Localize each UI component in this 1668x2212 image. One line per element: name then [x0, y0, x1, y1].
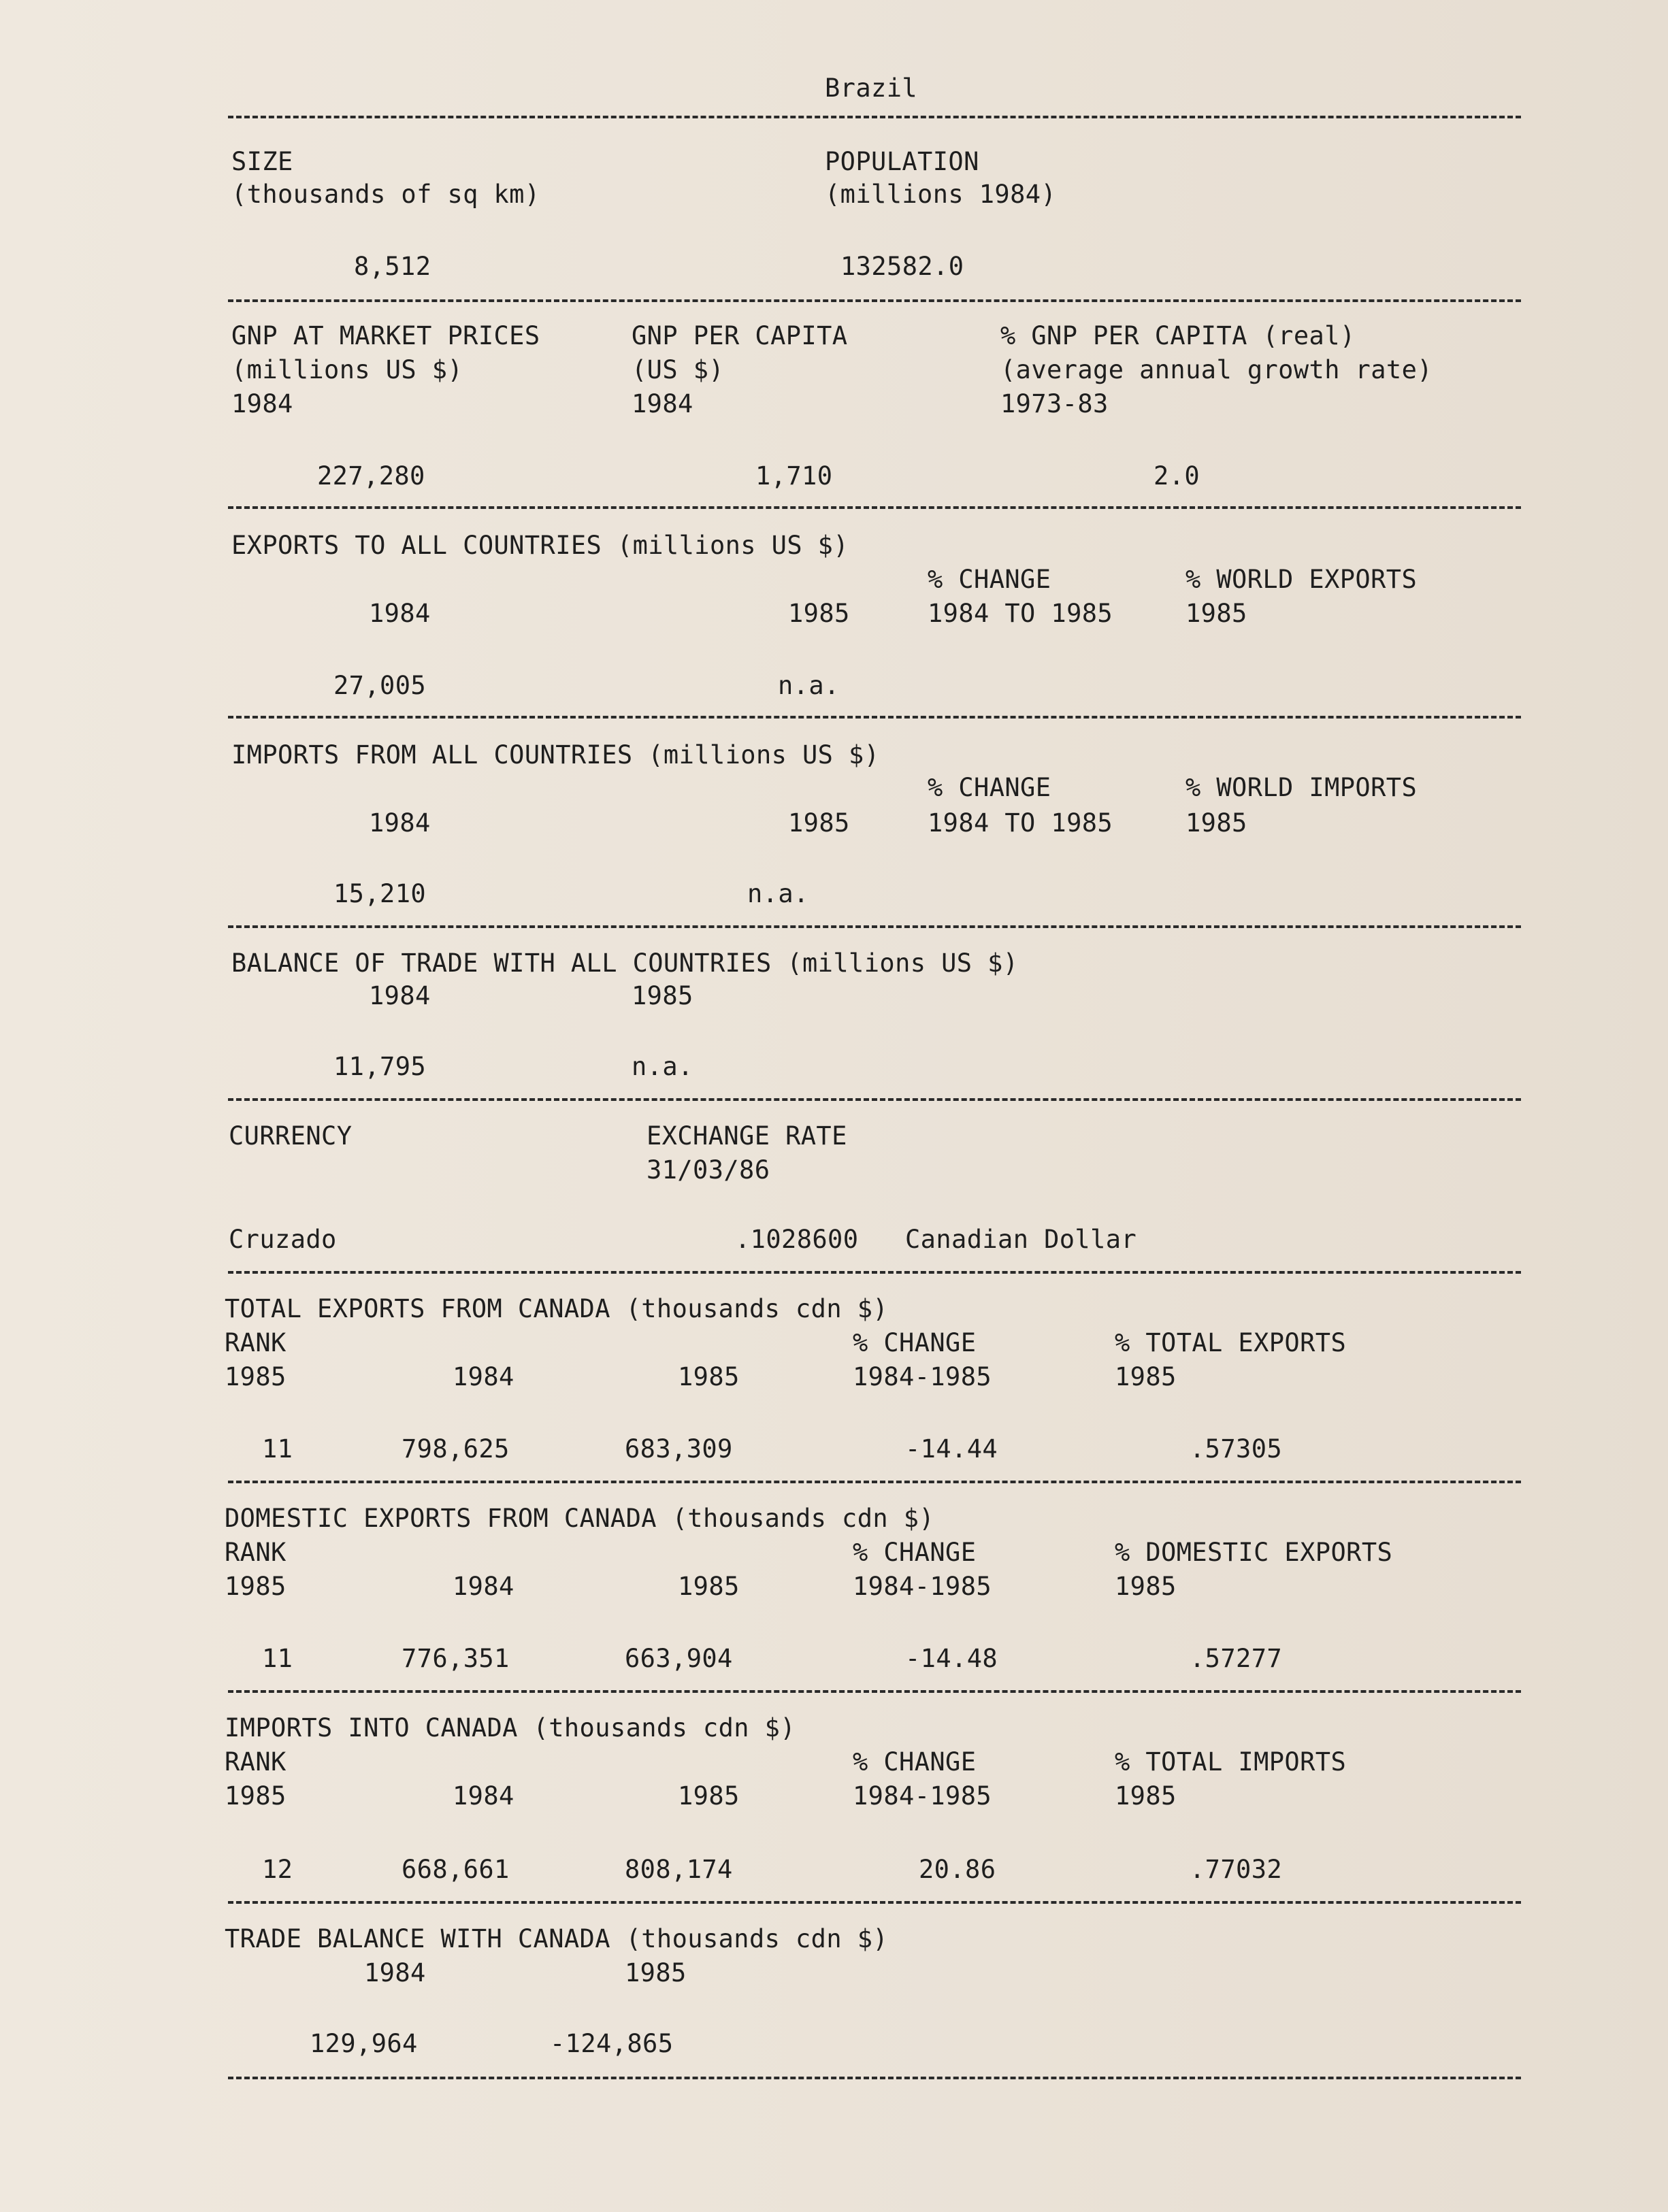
population-unit: (millions 1984) — [825, 180, 1057, 209]
domestic-exports-change-label: % CHANGE — [853, 1538, 977, 1567]
imports-canada-share: .77032 — [1190, 1855, 1283, 1884]
total-exports-change: -14.44 — [905, 1434, 998, 1464]
population-value: 132582.0 — [840, 252, 964, 281]
exports-all-year2: 1985 — [788, 599, 850, 628]
imports-canada-change-label: % CHANGE — [853, 1747, 977, 1777]
total-exports-rank-year: 1985 — [225, 1362, 287, 1391]
separator — [228, 1481, 1521, 1483]
trade-balance-canada-value1: 129,964 — [310, 2029, 418, 2058]
domestic-exports-share-label: % DOMESTIC EXPORTS — [1115, 1538, 1393, 1567]
total-exports-change-label: % CHANGE — [853, 1328, 977, 1357]
separator — [228, 299, 1521, 302]
currency-name: Cruzado — [229, 1225, 337, 1254]
domestic-exports-rank-year: 1985 — [225, 1572, 287, 1601]
separator — [228, 1271, 1521, 1274]
gnp-market-value: 227,280 — [317, 461, 425, 491]
total-exports-value2: 683,309 — [625, 1434, 733, 1464]
domestic-exports-share: .57277 — [1190, 1644, 1283, 1673]
total-exports-year1: 1984 — [453, 1362, 514, 1391]
balance-all-value1: 11,795 — [333, 1052, 427, 1081]
gnp-growth-period: 1973-83 — [1000, 389, 1109, 418]
exports-all-change-label: % CHANGE — [928, 565, 1051, 594]
total-exports-value1: 798,625 — [402, 1434, 510, 1464]
exports-all-change-range: 1984 TO 1985 — [928, 599, 1113, 628]
imports-all-world-year: 1985 — [1185, 808, 1247, 838]
imports-canada-change: 20.86 — [919, 1855, 996, 1884]
separator — [228, 2077, 1521, 2079]
exports-all-year1: 1984 — [369, 599, 431, 628]
imports-all-year2: 1985 — [788, 808, 850, 838]
gnp-market-unit: (millions US $) — [231, 355, 463, 384]
domestic-exports-rank-label: RANK — [225, 1538, 287, 1567]
imports-all-value1: 15,210 — [333, 879, 427, 908]
exports-all-world-label: % WORLD EXPORTS — [1185, 565, 1418, 594]
total-exports-rank: 11 — [262, 1434, 293, 1464]
imports-canada-year2: 1985 — [678, 1781, 740, 1811]
population-label: POPULATION — [825, 147, 979, 176]
total-exports-share-label: % TOTAL EXPORTS — [1115, 1328, 1347, 1357]
domestic-exports-title: DOMESTIC EXPORTS FROM CANADA (thousands cdn $) — [225, 1504, 935, 1533]
balance-all-value2: n.a. — [632, 1052, 693, 1081]
imports-all-change-label: % CHANGE — [928, 773, 1051, 802]
exports-all-value1: 27,005 — [333, 671, 427, 700]
gnp-growth-value: 2.0 — [1154, 461, 1200, 491]
imports-all-title: IMPORTS FROM ALL COUNTRIES (millions US $) — [231, 740, 880, 770]
separator — [228, 116, 1521, 118]
imports-canada-title: IMPORTS INTO CANADA (thousands cdn $) — [225, 1713, 796, 1743]
exchange-rate-value: .1028600 — [735, 1225, 859, 1254]
total-exports-change-range: 1984-1985 — [853, 1362, 992, 1391]
exports-all-value2: n.a. — [778, 671, 840, 700]
exchange-rate-unit: Canadian Dollar — [905, 1225, 1137, 1254]
gnp-market-year: 1984 — [231, 389, 293, 418]
size-label: SIZE — [231, 147, 293, 176]
imports-canada-value2: 808,174 — [625, 1855, 733, 1884]
gnp-market-label: GNP AT MARKET PRICES — [231, 321, 540, 350]
exports-all-world-year: 1985 — [1185, 599, 1247, 628]
imports-canada-year1: 1984 — [453, 1781, 514, 1811]
exchange-rate-date: 31/03/86 — [647, 1155, 770, 1185]
balance-all-title: BALANCE OF TRADE WITH ALL COUNTRIES (millions US $) — [231, 948, 1019, 978]
exports-all-title: EXPORTS TO ALL COUNTRIES (millions US $) — [231, 531, 849, 560]
trade-balance-canada-value2: -124,865 — [550, 2029, 674, 2058]
total-exports-year2: 1985 — [678, 1362, 740, 1391]
total-exports-rank-label: RANK — [225, 1328, 287, 1357]
separator — [228, 716, 1521, 719]
trade-balance-canada-title: TRADE BALANCE WITH CANADA (thousands cdn $) — [225, 1924, 889, 1953]
imports-all-change-range: 1984 TO 1985 — [928, 808, 1113, 838]
gnp-growth-unit: (average annual growth rate) — [1000, 355, 1433, 384]
domestic-exports-year1: 1984 — [453, 1572, 514, 1601]
gnp-capita-value: 1,710 — [755, 461, 833, 491]
imports-canada-rank-year: 1985 — [225, 1781, 287, 1811]
gnp-capita-label: GNP PER CAPITA — [632, 321, 848, 350]
imports-all-value2: n.a. — [747, 879, 809, 908]
domestic-exports-rank: 11 — [262, 1644, 293, 1673]
separator — [228, 506, 1521, 509]
total-exports-share-year: 1985 — [1115, 1362, 1177, 1391]
domestic-exports-change-range: 1984-1985 — [853, 1572, 992, 1601]
separator — [228, 1098, 1521, 1101]
page-title: Brazil — [825, 73, 918, 103]
imports-canada-share-year: 1985 — [1115, 1781, 1177, 1811]
gnp-growth-label: % GNP PER CAPITA (real) — [1000, 321, 1356, 350]
domestic-exports-value1: 776,351 — [402, 1644, 510, 1673]
separator — [228, 1901, 1521, 1904]
gnp-capita-unit: (US $) — [632, 355, 725, 384]
trade-balance-canada-year2: 1985 — [625, 1958, 687, 1987]
gnp-capita-year: 1984 — [632, 389, 693, 418]
imports-canada-rank-label: RANK — [225, 1747, 287, 1777]
imports-all-year1: 1984 — [369, 808, 431, 838]
exchange-rate-label: EXCHANGE RATE — [647, 1121, 847, 1151]
imports-canada-change-range: 1984-1985 — [853, 1781, 992, 1811]
imports-all-world-label: % WORLD IMPORTS — [1185, 773, 1418, 802]
balance-all-year2: 1985 — [632, 981, 693, 1010]
imports-canada-value1: 668,661 — [402, 1855, 510, 1884]
currency-label: CURRENCY — [229, 1121, 353, 1151]
size-value: 8,512 — [354, 252, 431, 281]
imports-canada-rank: 12 — [262, 1855, 293, 1884]
total-exports-title: TOTAL EXPORTS FROM CANADA (thousands cdn $) — [225, 1294, 889, 1323]
domestic-exports-share-year: 1985 — [1115, 1572, 1177, 1601]
separator — [228, 1690, 1521, 1693]
domestic-exports-change: -14.48 — [905, 1644, 998, 1673]
balance-all-year1: 1984 — [369, 981, 431, 1010]
imports-canada-share-label: % TOTAL IMPORTS — [1115, 1747, 1347, 1777]
total-exports-share: .57305 — [1190, 1434, 1283, 1464]
separator — [228, 925, 1521, 928]
size-unit: (thousands of sq km) — [231, 180, 540, 209]
domestic-exports-year2: 1985 — [678, 1572, 740, 1601]
domestic-exports-value2: 663,904 — [625, 1644, 733, 1673]
trade-balance-canada-year1: 1984 — [364, 1958, 426, 1987]
